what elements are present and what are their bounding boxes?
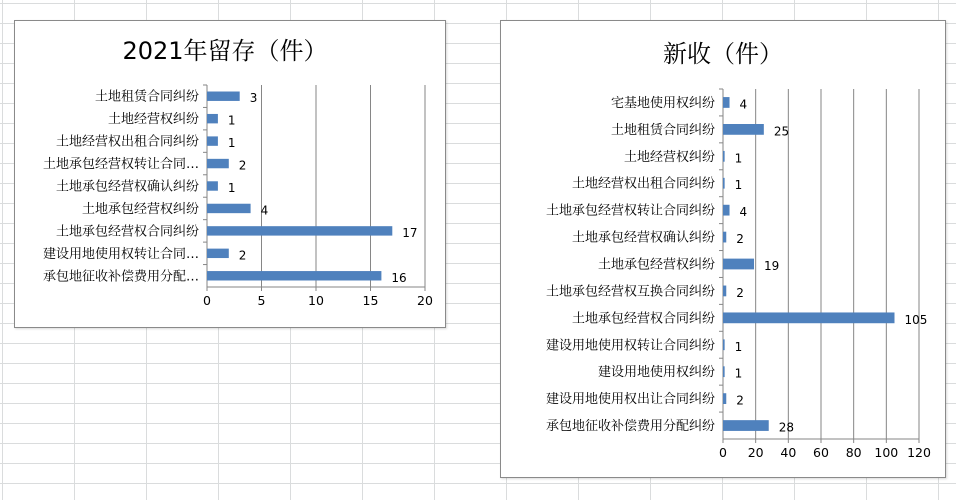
category-label: 土地租赁合同纠纷	[94, 89, 199, 105]
bar	[723, 420, 769, 431]
chart-right-svg	[501, 21, 945, 477]
category-label: 土地承包经营权确认纠纷	[571, 230, 715, 246]
category-label: 土地承包经营权合同纠纷	[571, 311, 715, 327]
x-tick-label: 20	[747, 445, 764, 460]
data-label: 1	[227, 113, 236, 128]
category-label: 土地承包经营权互换合同纠纷	[545, 284, 715, 300]
x-tick-label: 100	[874, 445, 899, 460]
chart-left[interactable]	[14, 20, 446, 328]
bar	[207, 249, 229, 258]
category-label: 承包地征收补偿费用分配纠纷	[545, 419, 715, 435]
data-label: 16	[391, 270, 407, 285]
bar	[723, 124, 764, 135]
bar	[723, 259, 754, 270]
chart-left-svg	[15, 21, 445, 327]
category-label: 宅基地使用权纠纷	[610, 95, 715, 111]
data-label: 1	[734, 366, 743, 381]
x-tick-label: 60	[813, 445, 829, 460]
bar	[723, 97, 730, 108]
category-label: 土地经营权纠纷	[107, 112, 199, 128]
data-label: 2	[736, 232, 744, 247]
bar	[723, 232, 726, 243]
category-label: 土地经营权出租合同纠纷	[55, 134, 199, 150]
category-label: 建设用地使用权出让合同纠纷	[545, 392, 715, 408]
data-label: 19	[764, 259, 780, 273]
data-label: 4	[739, 205, 748, 220]
bar	[207, 92, 240, 101]
category-label: 建设用地使用权纠纷	[597, 365, 715, 381]
category-label: 土地租赁合同纠纷	[610, 122, 715, 138]
data-label: 17	[402, 225, 418, 240]
chart-title: 2021年留存（件）	[122, 37, 328, 65]
bar	[723, 366, 725, 377]
x-tick-label: 80	[845, 445, 862, 460]
x-tick-label: 10	[308, 293, 324, 308]
data-label: 2	[238, 158, 247, 173]
data-label: 1	[227, 136, 236, 151]
data-label: 2	[736, 393, 744, 408]
data-label: 1	[734, 151, 743, 166]
bar	[207, 159, 229, 168]
x-tick-label: 5	[257, 293, 266, 308]
bar	[207, 114, 218, 123]
x-tick-label: 0	[203, 293, 211, 308]
data-label: 3	[249, 91, 258, 106]
bar	[723, 339, 725, 350]
chart-title: 新收（件）	[663, 40, 783, 68]
bar	[723, 393, 726, 404]
category-label: 承包地征收补偿费用分配…	[42, 269, 199, 285]
data-label: 2	[238, 248, 247, 263]
data-label: 1	[734, 339, 743, 354]
category-label: 土地承包经营权转让合同…	[42, 157, 199, 173]
chart-right[interactable]	[500, 20, 946, 478]
x-tick-label: 120	[907, 445, 931, 460]
category-label: 土地承包经营权转让合同纠纷	[545, 203, 715, 219]
bar	[207, 226, 392, 235]
category-label: 土地承包经营权合同纠纷	[55, 224, 199, 240]
category-label: 土地承包经营权纠纷	[81, 201, 199, 217]
bar	[723, 312, 895, 323]
category-label: 土地承包经营权纠纷	[597, 257, 715, 273]
bar	[723, 286, 726, 297]
x-tick-label: 40	[780, 445, 797, 460]
category-label: 土地承包经营权确认纠纷	[55, 179, 199, 195]
x-tick-label: 0	[719, 445, 727, 460]
category-label: 建设用地使用权转让合同…	[42, 246, 199, 262]
bar	[723, 178, 725, 189]
category-label: 建设用地使用权转让合同纠纷	[545, 338, 715, 354]
bar	[207, 181, 218, 190]
bar	[207, 271, 381, 280]
bar	[723, 151, 725, 162]
bar	[207, 136, 218, 145]
bar	[723, 205, 730, 216]
data-label: 1	[734, 178, 743, 193]
bar	[207, 204, 251, 213]
data-label: 1	[227, 181, 236, 195]
x-tick-label: 20	[417, 293, 433, 308]
data-label: 4	[739, 97, 748, 112]
data-label: 4	[260, 203, 269, 218]
data-label: 105	[904, 312, 928, 327]
data-label: 28	[778, 420, 795, 435]
category-label: 土地经营权纠纷	[623, 149, 715, 165]
data-label: 2	[736, 285, 744, 300]
x-tick-label: 15	[362, 293, 379, 308]
category-label: 土地经营权出租合同纠纷	[571, 176, 715, 192]
data-label: 25	[773, 124, 790, 139]
